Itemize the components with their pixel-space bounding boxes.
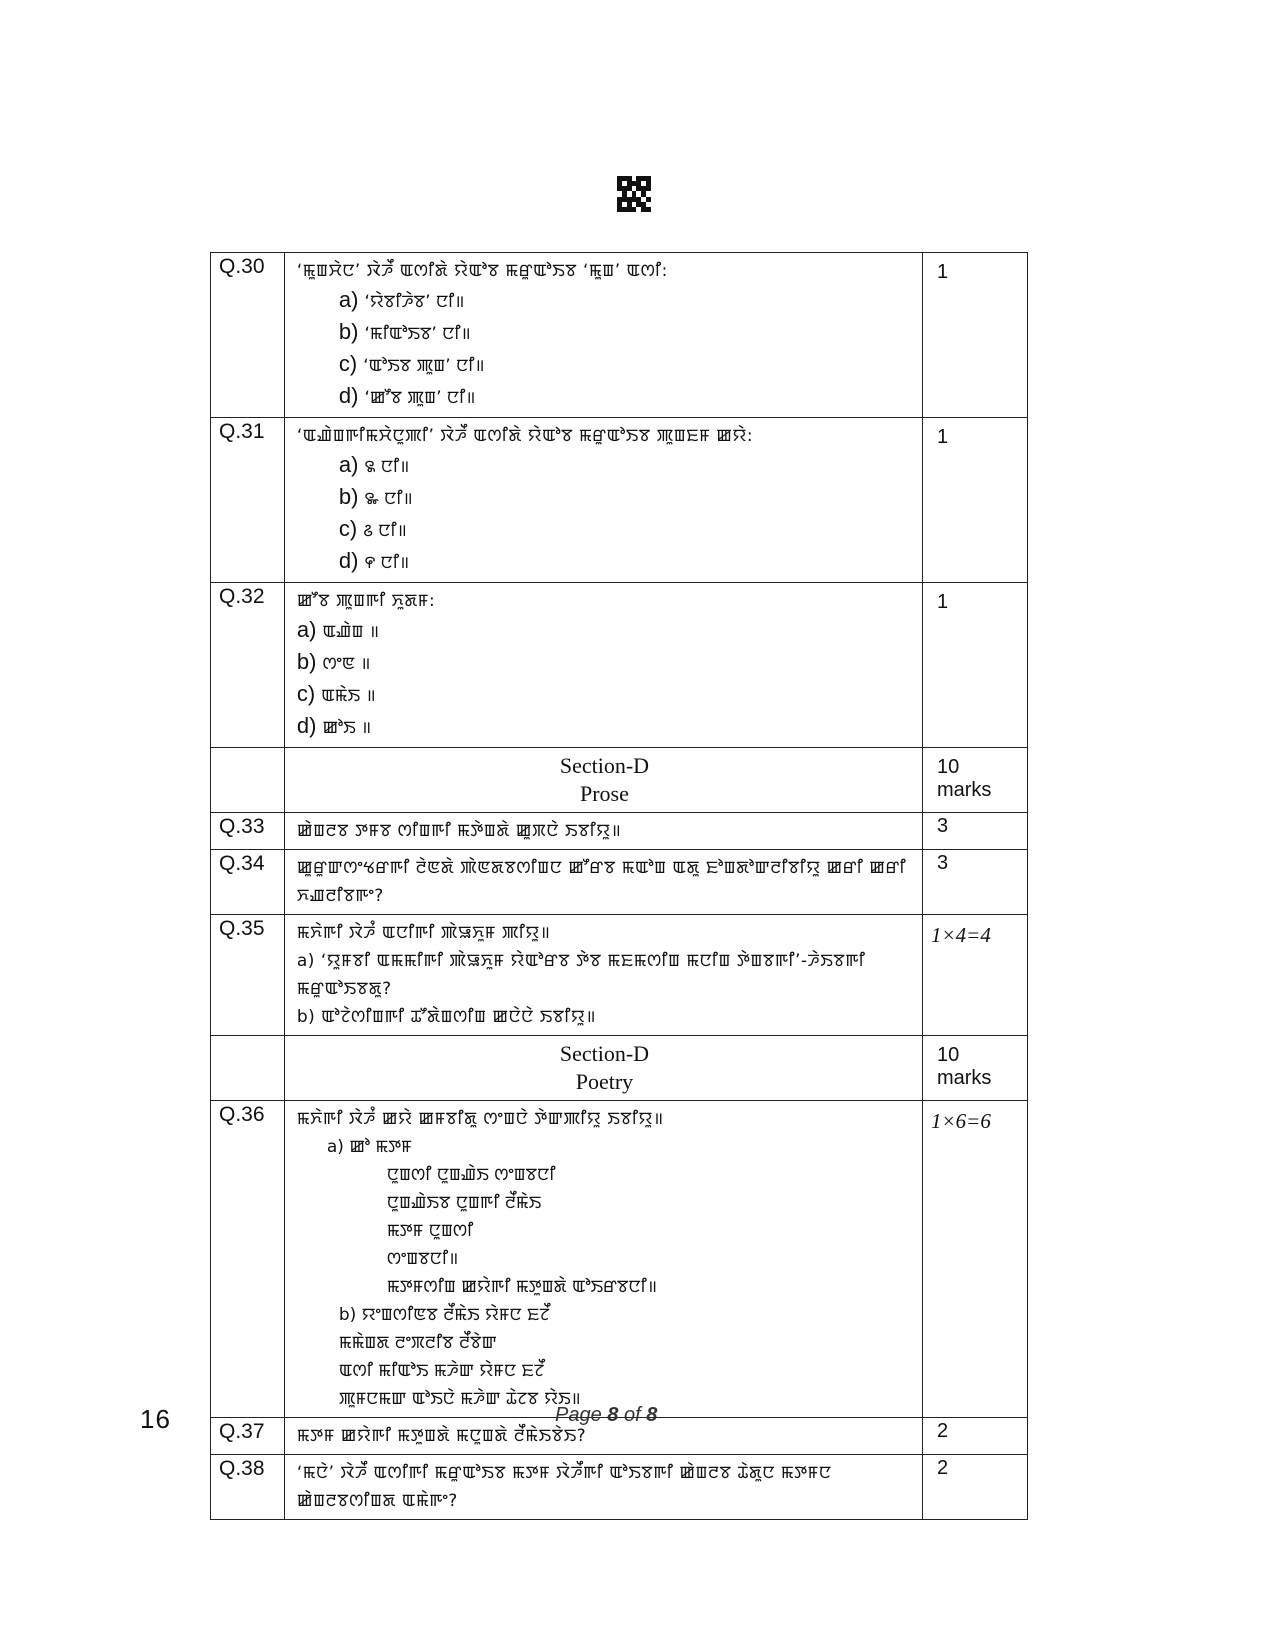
poem-line: ꯑꯁꯤ ꯃꯤꯑꯣꯏ ꯃꯍꯥꯛ ꯌꯥꯝꯅ ꯐꯖꯩ <box>338 1361 545 1381</box>
section-subtitle: Prose <box>579 781 629 806</box>
option-text: ‘ꯌꯥꯕꯤꯍꯥꯕ’ ꯅꯤ॥ <box>364 292 465 312</box>
question-stem: ꯀꯨꯔꯨꯛꯁꯦꯠꯔꯒꯤ ꯂꯥꯟꯗꯥ ꯄꯥꯟꯗꯕꯁꯤꯡꯅ ꯀꯧꯔꯕ ꯃꯑꯣꯡ ꯑꯗꯨ ꯐꯣꯡꯗꯣꯛꯂꯤꯕꯤꯌꯨ ꯀꯔꯤ ꯀꯔꯤ ꯈꯉꯂꯤꯕꯒꯦ? <box>296 858 907 906</box>
option <box>297 381 912 413</box>
option-label: d) <box>338 383 359 408</box>
poem-a-label: a) ꯀꯣ ꯃꯇꯝ <box>326 1137 412 1157</box>
option-text: ꯁꯦꯟ ॥ <box>322 654 371 674</box>
section-row <box>211 1036 1028 1101</box>
question-table <box>210 252 1028 1520</box>
question-stem: ‘ꯃꯅꯥ’ ꯋꯥꯍꯩ ꯑꯁꯤꯒꯤ ꯃꯔꯨꯑꯣꯏꯕ ꯃꯇꯝ ꯋꯥꯍꯩꯒꯤ ꯑꯣꯏꯕꯒꯤ ꯀꯥꯡꯂꯕ ꯊꯥꯗꯨꯅ ꯃꯇꯝꯅ ꯀꯥꯡꯂꯕꯁꯤꯡꯗ ꯑꯃꯥꯒꯦ? <box>296 1463 832 1511</box>
section-marks <box>922 1036 1027 1101</box>
option <box>297 647 912 679</box>
sub-question-a: a) ‘ꯌꯨꯝꯕꯤ ꯑꯃꯃꯤꯒꯤ ꯄꯥꯎꯈꯨꯝ ꯌꯥꯑꯣꯔꯕ ꯇꯥꯕ ꯃꯐꯃꯁꯤꯡ ꯃꯅꯤꯡ ꯇꯥꯡꯕꯒꯤ’-ꯍꯥꯏꯕꯒꯤ ꯃꯔꯨꯑꯣꯏꯕꯗꯨ? <box>296 951 866 999</box>
option <box>297 450 912 482</box>
page-indicator <box>555 1404 657 1427</box>
question-row <box>211 253 1028 418</box>
question-number: Q.35 <box>211 915 285 1036</box>
poem-line: ꯁꯦꯡꯕꯅꯤ॥ <box>386 1249 459 1269</box>
question-row <box>211 850 1028 915</box>
section-marks-unit: marks <box>936 779 992 801</box>
question-stem: ꯀꯥꯡꯂꯕ ꯇꯝꯕ ꯁꯤꯡꯒꯤ ꯃꯇꯥꯡꯗꯥ ꯀꯨꯞꯅꯥ ꯏꯕꯤꯌꯨ॥ <box>296 821 622 841</box>
section-title: Section-D <box>559 753 650 778</box>
question-marks: 1 <box>922 583 1027 748</box>
option-label: d) <box>296 713 317 738</box>
section-heading <box>284 748 922 813</box>
option <box>297 349 912 381</box>
option-label: d) <box>338 548 359 573</box>
option-label: c) <box>338 351 358 376</box>
question-number: Q.33 <box>211 813 285 850</box>
question-row <box>211 1455 1028 1520</box>
question-number: Q.37 <box>211 1418 285 1455</box>
section-title: Section-D <box>559 1041 650 1066</box>
page-prefix: Page <box>555 1404 602 1426</box>
option-text: ꯀꯣꯏ ॥ <box>322 718 372 738</box>
question-number: Q.32 <box>211 583 285 748</box>
question-marks: 3 <box>922 850 1027 915</box>
question-number: Q.36 <box>211 1101 285 1418</box>
question-body <box>284 1101 922 1418</box>
question-number: Q.34 <box>211 850 285 915</box>
option <box>297 679 912 711</box>
option <box>297 482 912 514</box>
question-stem: ꯃꯈꯥꯒꯤ ꯋꯥꯍꯪ ꯀꯌꯥ ꯀꯝꯕꯤꯗꯨ ꯁꯦꯡꯅꯥ ꯇꯥꯛꯄꯤꯌꯨ ꯏꯕꯤꯌꯨ॥ <box>296 1109 664 1129</box>
question-body <box>284 813 922 850</box>
question-stem: ꯃꯈꯥꯒꯤ ꯋꯥꯍꯪ ꯑꯅꯤꯒꯤ ꯄꯥꯎꯈꯨꯝ ꯄꯤꯌꯨ॥ <box>296 923 551 943</box>
question-body <box>284 915 922 1036</box>
page-current: 8 <box>607 1404 619 1426</box>
option-label: a) <box>338 287 359 312</box>
qr-code-icon <box>617 176 651 212</box>
question-row <box>211 583 1028 748</box>
question-stem: ‘ꯃꯨꯡꯆꯥꯅ’ ꯋꯥꯍꯩ ꯑꯁꯤꯗꯥ ꯌꯥꯑꯣꯕ ꯃꯔꯨꯑꯣꯏꯕ ‘ꯃꯨꯡ’ ꯑꯁꯤ: <box>296 261 668 281</box>
section-subtitle: Poetry <box>575 1069 634 1094</box>
question-marks: 1×6=6 <box>922 1101 1027 1418</box>
option <box>297 711 912 743</box>
section-marks <box>922 748 1027 813</box>
poem-line: ꯅꯨꯡꯉꯥꯏꯕ ꯅꯨꯡꯒꯤ ꯂꯩꯃꯥꯏ <box>386 1193 542 1213</box>
option-label: b) <box>338 484 359 509</box>
question-number: Q.38 <box>211 1455 285 1520</box>
option-text: ‘ꯃꯤꯑꯣꯏꯕ’ ꯅꯤ॥ <box>364 324 471 344</box>
option <box>297 317 912 349</box>
option <box>297 546 912 578</box>
poem-line: ꯃꯇꯝꯁꯤꯡ ꯀꯌꯥꯒꯤ ꯃꯇꯨꯡꯗꯥ ꯑꯣꯏꯔꯕꯅꯤ॥ <box>386 1277 657 1297</box>
option <box>297 615 912 647</box>
question-stem: ‘ꯑꯉꯥꯡꯒꯤꯃꯆꯥꯅꯨꯄꯤ’ ꯋꯥꯍꯩ ꯑꯁꯤꯗꯥ ꯌꯥꯑꯣꯕ ꯃꯔꯨꯑꯣꯏꯕ ꯄꯨꯡꯐꯝ ꯀꯌꯥ: <box>296 426 754 446</box>
section-marks-value: 10 <box>936 756 960 778</box>
question-marks: 2 <box>922 1418 1027 1455</box>
option-text: ꯲ ꯅꯤ॥ <box>364 457 410 477</box>
question-marks: 1 <box>922 418 1027 583</box>
question-body <box>284 583 922 748</box>
question-stem: ꯀꯧꯕ ꯄꯨꯡꯒꯤ ꯈꯨꯗꯝ: <box>296 591 436 611</box>
question-number: Q.31 <box>211 418 285 583</box>
sub-question-b: b) ꯑꯣꯖꯥꯁꯤꯡꯒꯤ ꯊꯧꯗꯥꯡꯁꯤꯡ ꯀꯅꯥꯅꯥ ꯏꯕꯤꯌꯨ॥ <box>296 1007 597 1027</box>
poem-line: ꯃꯃꯥꯡꯗ ꯂꯦꯞꯂꯤꯕ ꯂꯩꯕꯥꯛ <box>338 1333 497 1353</box>
question-body <box>284 418 922 583</box>
poem-line: ꯄꯨꯝꯅꯃꯛ ꯑꯣꯏꯅꯥ ꯃꯍꯥꯛ ꯊꯥꯖꯕ ꯌꯥꯏ॥ <box>338 1389 581 1409</box>
poem-b-label: b) ꯌꯦꯡꯁꯤꯟꯕ ꯂꯩꯃꯥꯏ ꯌꯥꯝꯅ ꯐꯖꯩ <box>338 1305 550 1325</box>
poem-line: ꯅꯨꯡꯁꯤ ꯅꯨꯡꯉꯥꯏ ꯁꯦꯡꯕꯅꯤ <box>386 1165 556 1185</box>
option-label: a) <box>296 617 317 642</box>
option-text: ꯳ ꯅꯤ॥ <box>364 489 413 509</box>
option-label: b) <box>338 319 359 344</box>
question-body <box>284 850 922 915</box>
poem-line: ꯃꯇꯝ ꯅꯨꯡꯁꯤ <box>386 1221 474 1241</box>
question-marks: 1 <box>922 253 1027 418</box>
option-text: ꯴ ꯅꯤ॥ <box>363 521 407 541</box>
question-marks: 3 <box>922 813 1027 850</box>
question-body <box>284 1455 922 1520</box>
option-label: c) <box>338 516 358 541</box>
page-of: of <box>623 1404 641 1426</box>
section-marks-unit: marks <box>936 1067 992 1089</box>
option-label: a) <box>338 452 359 477</box>
option-text: ‘ꯀꯧꯕ ꯄꯨꯡ’ ꯅꯤ॥ <box>364 388 476 408</box>
page-code: 16 <box>140 1404 171 1434</box>
section-heading <box>284 1036 922 1101</box>
section-marks-value: 10 <box>936 1044 960 1066</box>
option-text: ꯑꯃꯥꯏ ॥ <box>321 686 376 706</box>
question-stem: ꯃꯇꯝ ꯀꯌꯥꯒꯤ ꯃꯇꯨꯡꯗꯥ ꯃꯅꯨꯡꯗꯥ ꯂꯩꯃꯥꯏꯕꯥꯏ? <box>296 1426 587 1446</box>
question-row <box>211 813 1028 850</box>
option-text: ‘ꯑꯣꯏꯕ ꯄꯨꯡ’ ꯅꯤ॥ <box>363 356 485 376</box>
page-total: 8 <box>646 1404 658 1426</box>
option-text: ꯑꯉꯥꯡ ॥ <box>322 622 380 642</box>
option <box>297 514 912 546</box>
question-number: Q.30 <box>211 253 285 418</box>
question-body <box>284 253 922 418</box>
option-label: b) <box>296 649 317 674</box>
option <box>297 285 912 317</box>
question-row <box>211 915 1028 1036</box>
section-row <box>211 748 1028 813</box>
question-marks: 2 <box>922 1455 1027 1520</box>
section-number-cell <box>211 748 285 813</box>
question-row <box>211 418 1028 583</box>
option-text: ꯵ ꯅꯤ॥ <box>364 553 410 573</box>
option-label: c) <box>296 681 316 706</box>
question-marks: 1×4=4 <box>922 915 1027 1036</box>
section-number-cell <box>211 1036 285 1101</box>
question-row <box>211 1101 1028 1418</box>
